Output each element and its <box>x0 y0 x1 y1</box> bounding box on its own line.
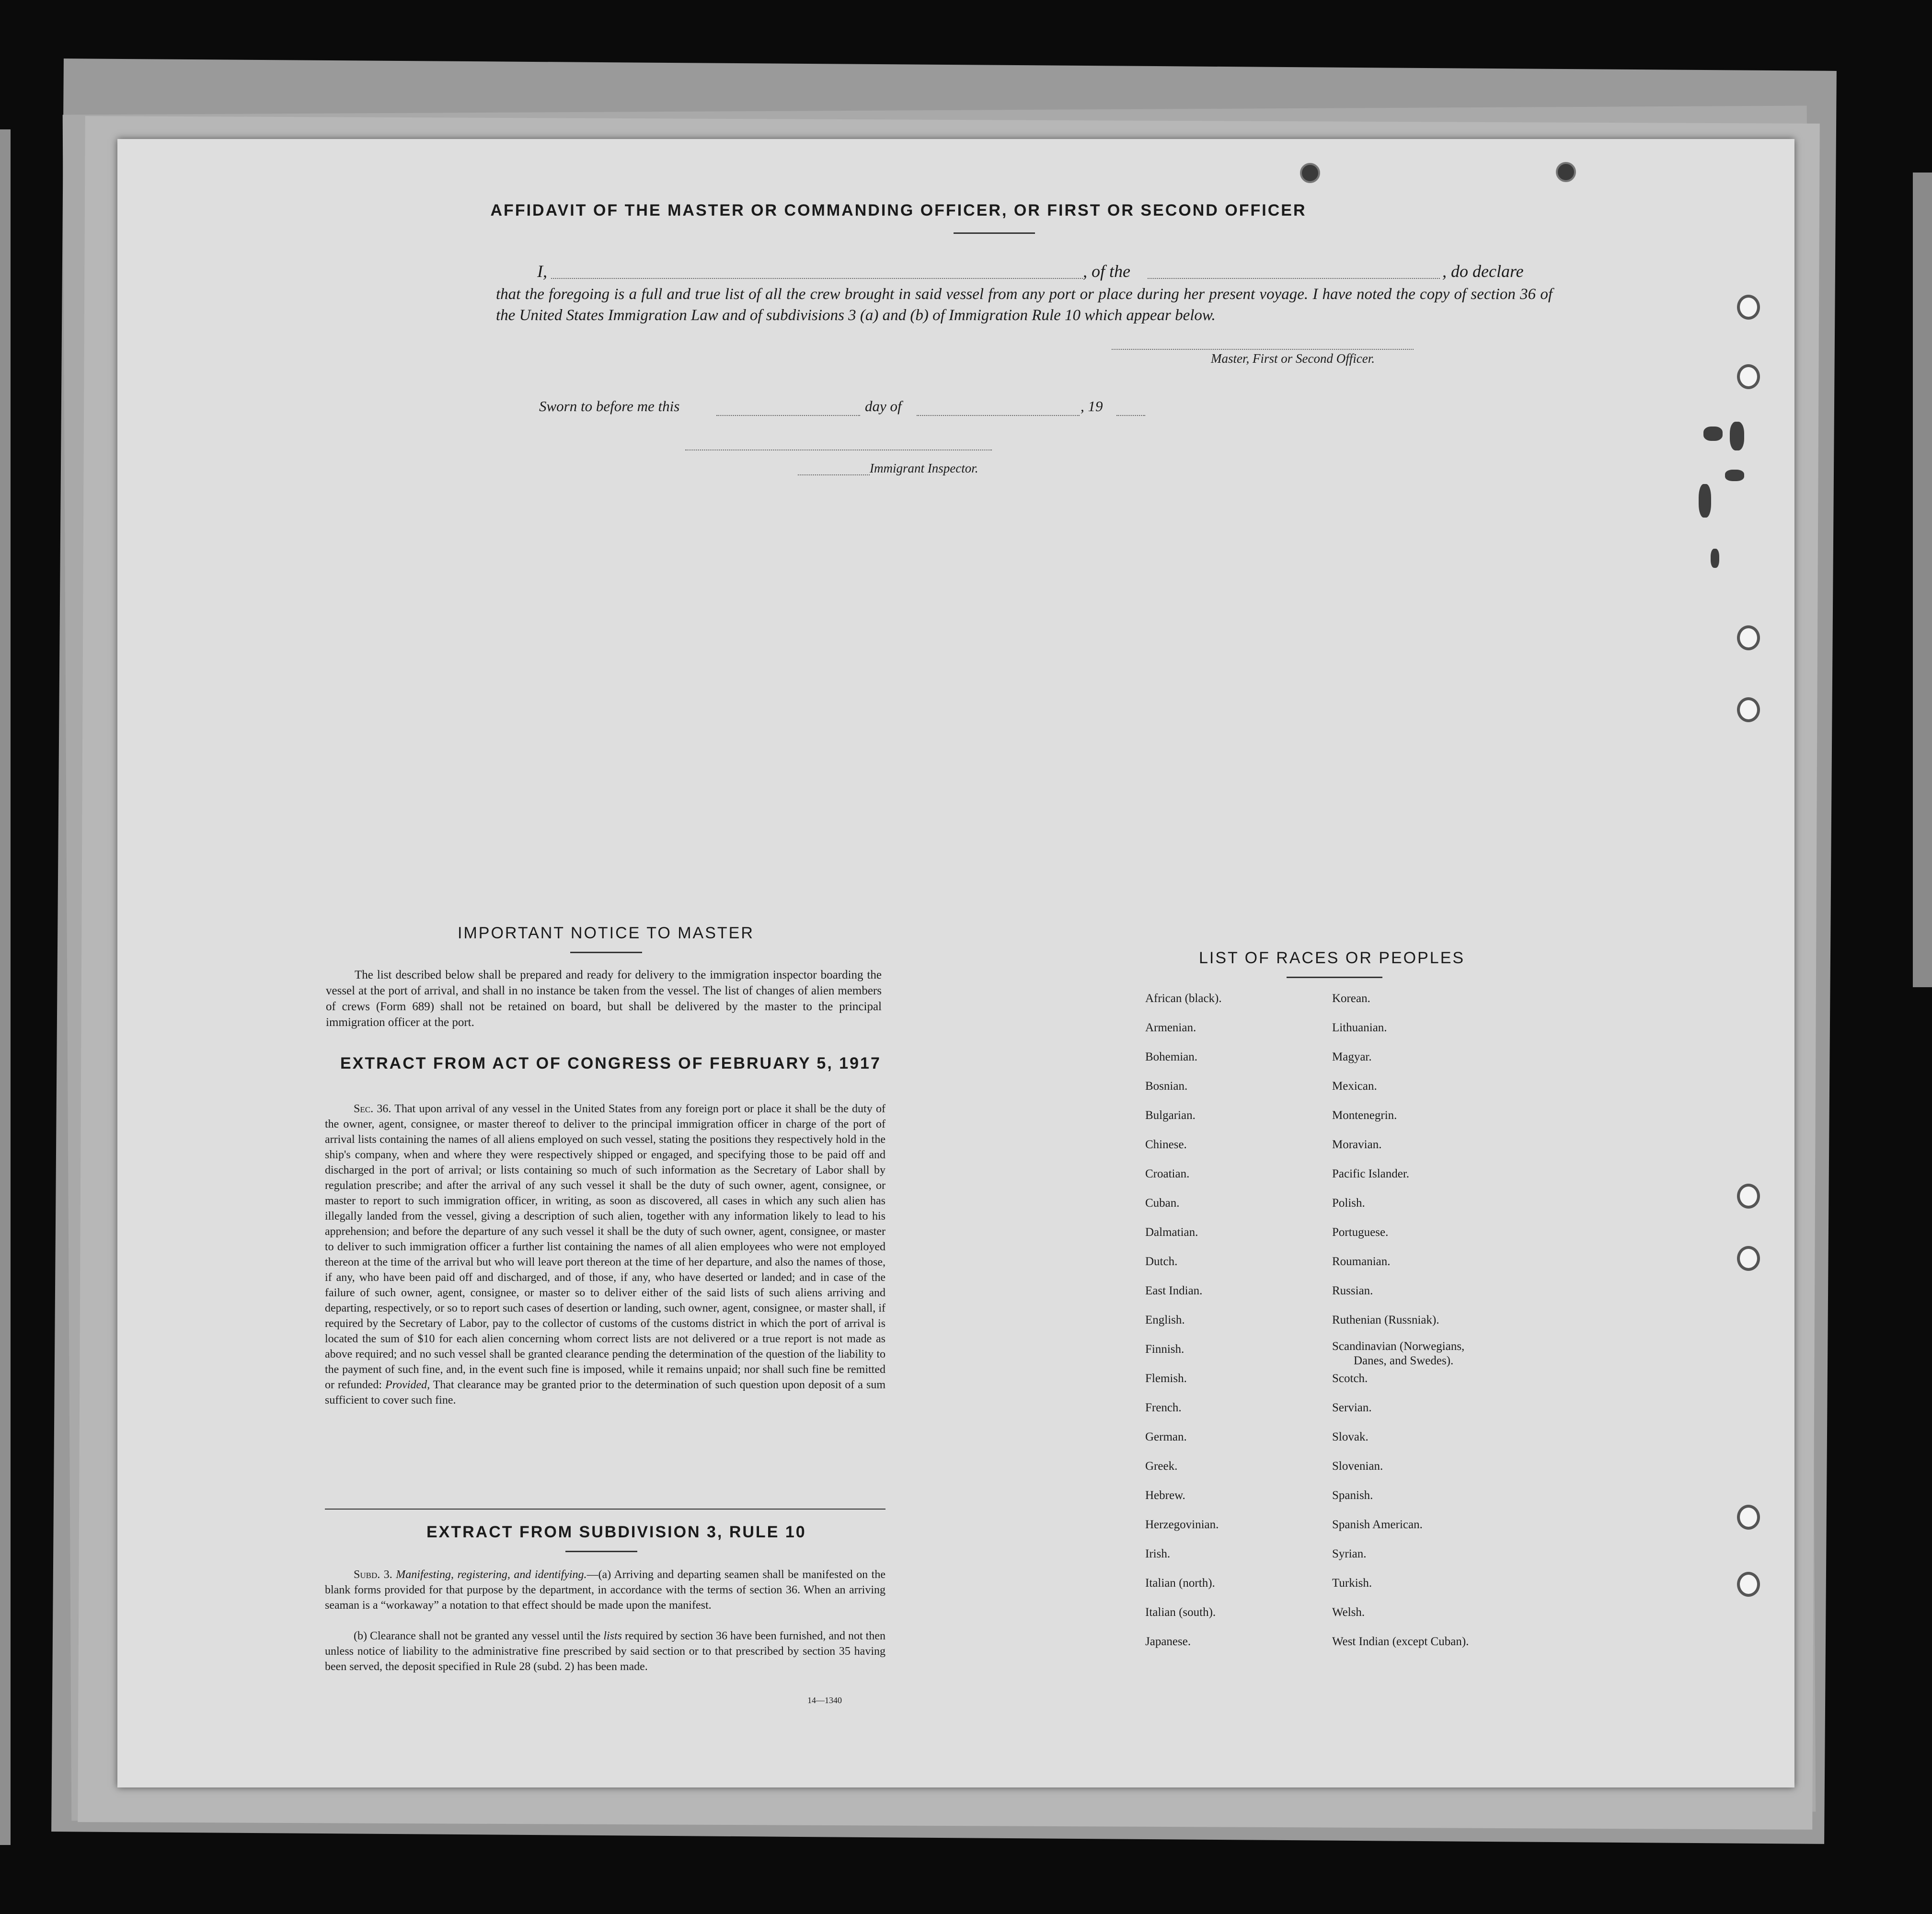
rule-para-b-lists: lists <box>603 1630 622 1642</box>
signature-blank[interactable] <box>1112 349 1414 350</box>
race-item: Welsh. <box>1332 1606 1365 1619</box>
race-item: Dalmatian. <box>1145 1226 1198 1239</box>
sworn-day-of-label: day of <box>865 398 902 415</box>
punch-hole-icon <box>1300 163 1320 183</box>
punch-hole-icon <box>1737 1505 1760 1530</box>
notice-body: The list described below shall be prepared and ready for delivery to the immigration inspector boarding the vessel at the port of arrival, and shall in no instance be taken from the vessel. The list of changes of alien members of crews (Form 689) shall not be retained on board, but shall be delivered by the master to the principal immigration officer at the port. <box>326 969 882 1029</box>
race-item: Japanese. <box>1145 1635 1191 1648</box>
race-item: Armenian. <box>1145 1021 1196 1034</box>
sworn-day-blank[interactable] <box>716 415 860 416</box>
affidavit-declare-label: , do declare <box>1442 262 1524 281</box>
provided-label: Provided, <box>385 1379 430 1391</box>
ink-smudge <box>1730 422 1744 450</box>
race-item: Italian (north). <box>1145 1577 1215 1590</box>
section-36-ending: That clearance may be granted prior to the determination of such question upon deposit of a sum sufficient to cover such fine. <box>325 1379 886 1407</box>
section-label: Sec. <box>354 1103 374 1115</box>
rule-para-a-body: —(a) Arriving and departing seamen shall be manifested on the blank forms provided for that purpose by the department, in accordance with the terms of section 36. When an arriving seaman is a “workaway” a notation to that effect should be made upon the manifest. <box>325 1568 886 1612</box>
sworn-year-blank[interactable] <box>1116 415 1145 416</box>
rule-para-a-number: 3. <box>383 1568 392 1581</box>
notice-rule <box>570 952 642 953</box>
ink-smudge <box>1703 427 1723 441</box>
punch-hole-icon <box>1737 1184 1760 1209</box>
section-36-text <box>325 1101 886 1408</box>
sworn-year-label: , 19 <box>1081 398 1103 415</box>
race-item: Bosnian. <box>1145 1080 1188 1093</box>
rule-para-b-start: (b) Clearance shall not be granted any vessel until the <box>354 1630 601 1642</box>
race-item: Moravian. <box>1332 1138 1382 1151</box>
race-item: Spanish. <box>1332 1489 1373 1502</box>
ink-smudge <box>1711 549 1719 568</box>
race-item: Scotch. <box>1332 1372 1368 1385</box>
notice-title: IMPORTANT NOTICE TO MASTER <box>458 924 754 942</box>
adjacent-page-edge <box>0 129 11 1845</box>
signature-caption: Master, First or Second Officer. <box>1211 351 1375 366</box>
punch-hole-icon <box>1556 162 1576 182</box>
punch-hole-icon <box>1737 1246 1760 1271</box>
manifest-page <box>117 139 1794 1787</box>
punch-hole-icon <box>1737 364 1760 389</box>
vessel-blank[interactable] <box>1148 278 1440 279</box>
race-item: Herzegovinian. <box>1145 1518 1219 1531</box>
race-item: Dutch. <box>1145 1255 1178 1268</box>
name-blank[interactable] <box>551 278 1083 279</box>
race-item: Montenegrin. <box>1332 1109 1397 1122</box>
race-item: English. <box>1145 1314 1185 1326</box>
punch-hole-icon <box>1737 625 1760 650</box>
ink-smudge <box>1699 484 1711 518</box>
punch-hole-icon <box>1737 1572 1760 1597</box>
ink-smudge <box>1725 470 1744 481</box>
race-item: West Indian (except Cuban). <box>1332 1635 1469 1648</box>
race-item: Chinese. <box>1145 1138 1187 1151</box>
races-title: LIST OF RACES OR PEOPLES <box>1199 949 1465 967</box>
race-item: Slovenian. <box>1332 1460 1383 1473</box>
affidavit-title: AFFIDAVIT OF THE MASTER OR COMMANDING OFFICER, OR FIRST OR SECOND OFFICER <box>490 201 1307 219</box>
section-divider <box>325 1509 886 1510</box>
race-item: Slovak. <box>1332 1430 1368 1443</box>
race-item: Greek. <box>1145 1460 1178 1473</box>
race-item: Korean. <box>1332 992 1370 1005</box>
race-item: Irish. <box>1145 1547 1171 1560</box>
race-item: Bulgarian. <box>1145 1109 1196 1122</box>
race-item: Scandinavian (Norwegians, <box>1332 1340 1465 1353</box>
race-item: Danes, and Swedes). <box>1354 1354 1454 1367</box>
race-item: Lithuanian. <box>1332 1021 1387 1034</box>
race-item: African (black). <box>1145 992 1222 1005</box>
race-item: East Indian. <box>1145 1284 1203 1297</box>
rule-para-a <box>325 1567 886 1613</box>
race-item: Cuban. <box>1145 1197 1180 1210</box>
act-extract-title: EXTRACT FROM ACT OF CONGRESS OF FEBRUARY 5, 1917 <box>340 1054 881 1072</box>
rule-para-b-body: required by section 36 have been furnished, and not then unless notice of liability to the administrative fine prescribed by said section or to that prescribed by section 35 having been served, the deposit specified in Rule 28 (subd. 2) has been made. <box>325 1630 886 1673</box>
race-item: French. <box>1145 1401 1182 1414</box>
punch-hole-icon <box>1737 295 1760 320</box>
rule-extract-title: EXTRACT FROM SUBDIVISION 3, RULE 10 <box>426 1523 806 1541</box>
race-item: Magyar. <box>1332 1050 1372 1063</box>
sworn-month-blank[interactable] <box>917 415 1080 416</box>
affidavit-of-the-label: , of the <box>1083 262 1130 281</box>
title-rule <box>954 232 1035 234</box>
race-item: Finnish. <box>1145 1343 1184 1356</box>
punch-hole-icon <box>1737 697 1760 722</box>
race-item: Portuguese. <box>1332 1226 1389 1239</box>
affidavit-i-label: I, <box>537 262 547 281</box>
race-item: Hebrew. <box>1145 1489 1185 1502</box>
adjacent-page-edge <box>1913 173 1932 987</box>
inspector-blank[interactable] <box>798 474 870 475</box>
inspector-caption: Immigrant Inspector. <box>870 461 978 475</box>
race-item: Turkish. <box>1332 1577 1372 1590</box>
affidavit-body: that the foregoing is a full and true list of all the crew brought in said vessel from any port or place during her present voyage. I have noted the copy of section 36 of the United States Immigration Law and of subdivisions 3 (a) and (b) of Immigration Rule 10 which appear below. <box>496 286 1552 324</box>
race-item: German. <box>1145 1430 1187 1443</box>
race-item: Ruthenian (Russniak). <box>1332 1314 1439 1326</box>
rule-para-b <box>325 1628 886 1674</box>
subd-label: Subd. <box>354 1568 380 1581</box>
race-item: Mexican. <box>1332 1080 1377 1093</box>
race-item: Servian. <box>1332 1401 1372 1414</box>
race-item: Spanish American. <box>1332 1518 1423 1531</box>
sworn-label: Sworn to before me this <box>539 398 680 415</box>
races-rule <box>1287 977 1382 978</box>
race-item: Pacific Islander. <box>1332 1167 1410 1180</box>
form-number: 14—1340 <box>807 1695 842 1705</box>
rule-para-a-heading: Manifesting, registering, and identifying. <box>396 1568 587 1581</box>
race-item: Roumanian. <box>1332 1255 1391 1268</box>
race-item: Syrian. <box>1332 1547 1367 1560</box>
race-item: Russian. <box>1332 1284 1373 1297</box>
race-item: Flemish. <box>1145 1372 1187 1385</box>
race-item: Polish. <box>1332 1197 1365 1210</box>
race-item: Italian (south). <box>1145 1606 1216 1619</box>
rule-title-rule <box>565 1551 637 1552</box>
race-item: Croatian. <box>1145 1167 1190 1180</box>
section-36-body: 36. That upon arrival of any vessel in the United States from any foreign port or place it shall be the duty of the owner, agent, consignee, or master thereof to deliver to the principal immigration officer in charge of the port of arrival lists containing the names of all aliens employed on such vessel, stating the positions they respectively hold in the ship's company, when and where they were respectively shipped or engaged, and specifying those to be paid off and discharged in the port of arrival; or lists containing so much of such information as the Secretary of Labor shall by regulation prescribe; and after the arrival of any such vessel it shall be the duty of such owner, agent, consignee, or master to report to such immigration officer, in writing, as soon as discovered, all cases in which any such alien has illegally landed from the vessel, giving a description of such alien, together with any information likely to lead to his apprehension; and before the departure of any such vessel it shall be the duty of such owner, agent, consignee, or master to deliver to such immigration officer a further list containing the names of all alien employees who were not employed thereon at the time of the arrival but who will leave port thereon at the time of her departure, and also the names of those, if any, who have been paid off and discharged, and of those, if any, who have deserted or landed; and in case of the failure of such owner, agent, consignee, or master so to deliver either of the said lists of such aliens arriving and departing, respectively, or so to report such cases of desertion or landing, such owner, agent, consignee, or master shall, if required by the Secretary of Labor, pay to the collector of customs of the customs district in which the port of arrival is located the sum of $10 for each alien concerning whom correct lists are not delivered or a true report is not made as above required; and no such vessel shall be granted clearance pending the determination of the question of the liability to the payment of such fine, and, in the event such fine is imposed, while it remains unpaid; nor shall such fine be remitted or refunded: <box>325 1103 886 1391</box>
race-item: Bohemian. <box>1145 1050 1198 1063</box>
